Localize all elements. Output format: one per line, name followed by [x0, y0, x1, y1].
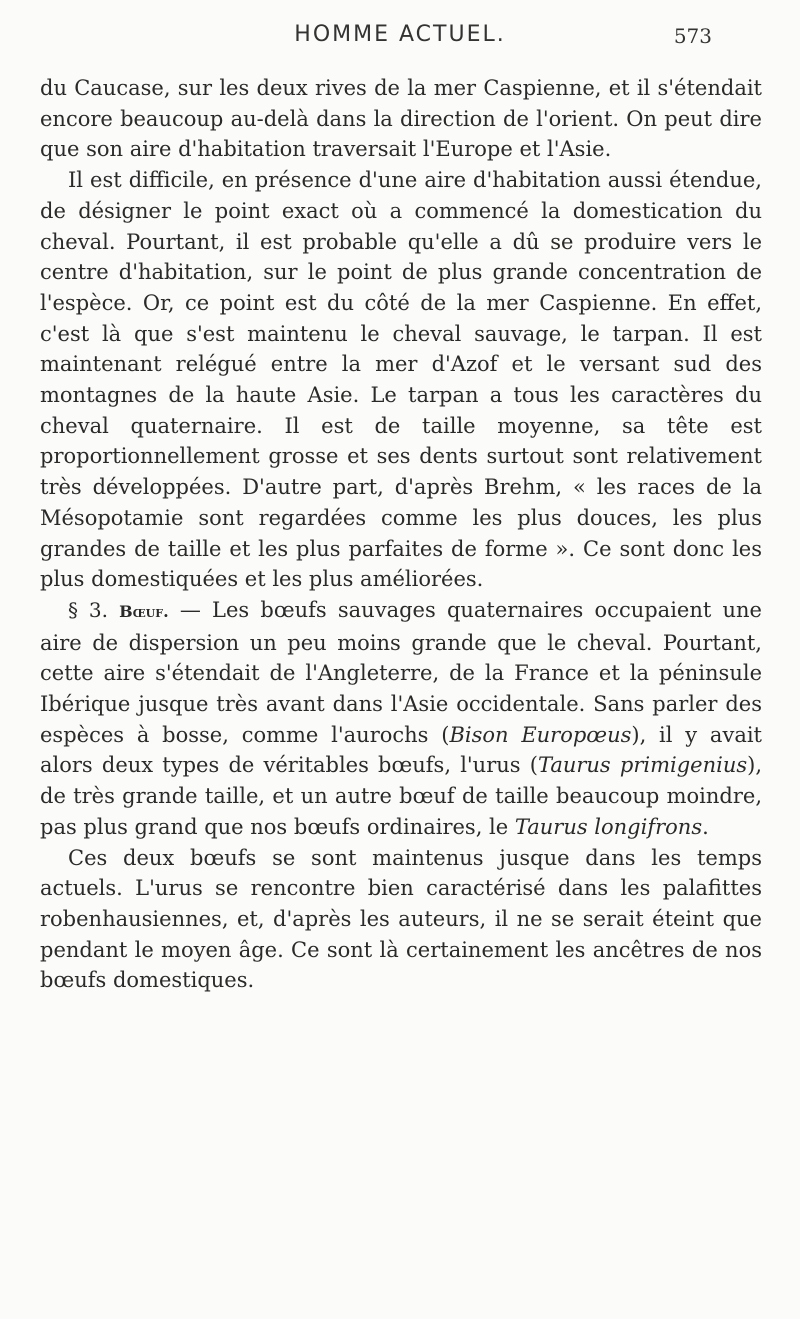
body-text [40, 73, 762, 996]
species-name-taurus-primigenius: Taurus primigenius [537, 753, 748, 778]
species-name-bison: Bison Europœus [449, 722, 632, 747]
paragraph-3-text-d: . [702, 814, 709, 839]
page-number: 573 [673, 24, 712, 48]
running-header [40, 22, 760, 52]
paragraph-1: du Caucase, sur les deux rives de la mer Caspienne, et il s'étendait encore beaucoup au-delà dans la direction de l'orient. On peut dire que son aire d'habitation traversait l'Europe et l'Asie. [40, 76, 762, 162]
paragraph-3 [40, 595, 762, 843]
paragraph-4: Ces deux bœufs se sont maintenus jusque dans les temps actuels. L'urus se rencontre bien caractérisé dans les palafittes robenhausiennes, et, d'après les auteurs, il ne se serait éteint que pendant le moyen âge. Ce sont là certainement les ancêtres de nos bœufs domestiques. [40, 845, 762, 993]
paragraph-3-text-a: — Les bœufs sauvages quaternaires occupaient une aire de dispersion un peu moins grande que le cheval. Pourtant, cette aire s'étendait de l'Angleterre, de la France et la péninsule Ibérique jusque très avant dans l'Asie occidentale. Sans parler des espèces à bosse, comme l'aurochs ( [40, 597, 762, 747]
header-title: HOMME ACTUEL. [294, 22, 506, 47]
species-name-taurus-longifrons: Taurus longifrons [514, 814, 703, 839]
paragraph-3-text-b: ), il y avait alors deux types de véritables bœufs, l'urus ( [40, 722, 762, 778]
section-title: Bœuf. [119, 601, 169, 621]
section-number: § 3. [68, 597, 108, 622]
paragraph-2: Il est difficile, en présence d'une aire d'habitation aussi étendue, de désigner le point exact où a commencé la domestication du cheval. Pourtant, il est probable qu'elle a dû se produire vers le centre d'habitation, sur le point de plus grande concentration de l'espèce. Or, ce point est du côté de la mer Caspienne. En effet, c'est là que s'est maintenu le cheval sauvage, le tarpan. Il est maintenant relégué entre la mer d'Azof et le versant sud des montagnes de la haute Asie. Le tarpan a tous les caractères du cheval quaternaire. Il est de taille moyenne, sa tête est proportionnellement grosse et ses dents surtout sont relativement très développées. D'autre part, d'après Brehm, « les races de la Mésopotamie sont regardées comme les plus douces, les plus grandes de taille et les plus parfaites de forme ». Ce sont donc les plus domestiquées et les plus améliorées. [40, 168, 762, 592]
paragraph-3-text-c: ), de très grande taille, et un autre bœuf de taille beaucoup moindre, pas plus grand que nos bœufs ordinaires, le [40, 753, 762, 839]
